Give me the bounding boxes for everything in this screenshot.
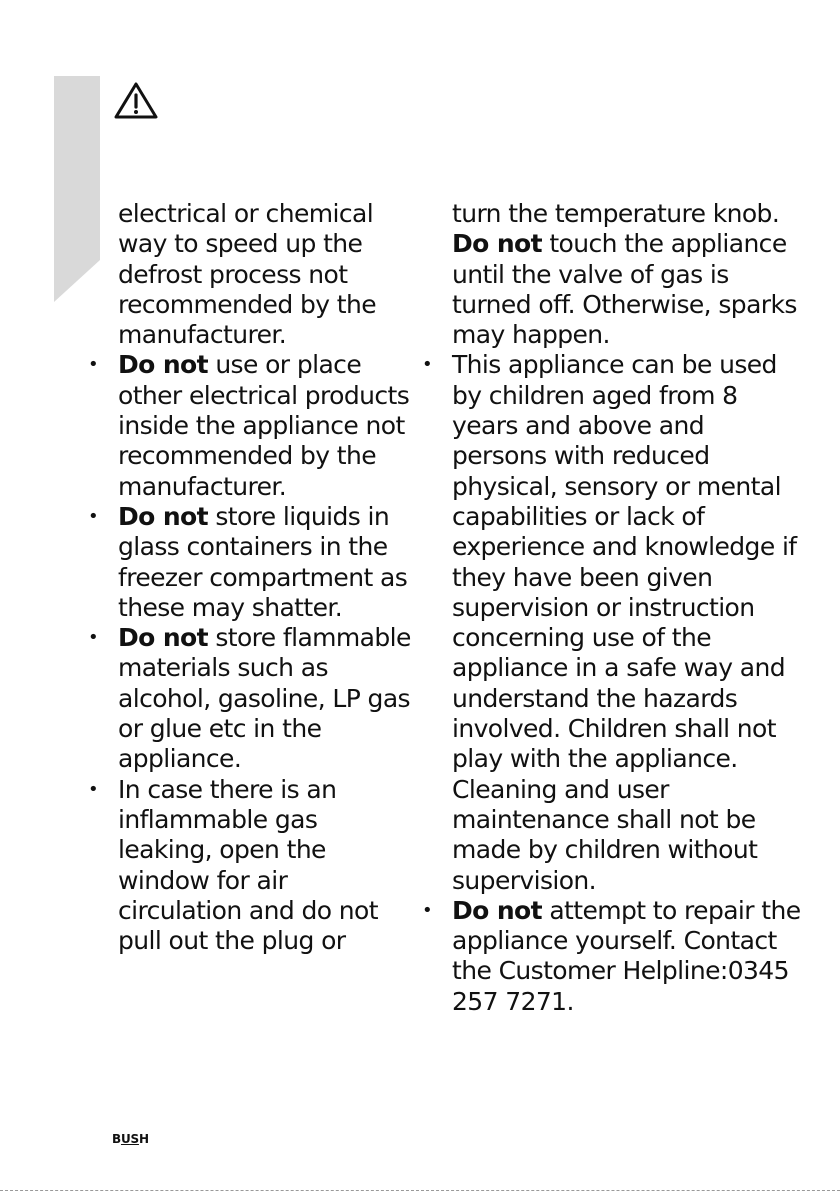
item-text: touch the appliance until the valve of gas is turned off. Otherwise, sparks may happen. [452,229,797,350]
item-text: use or place other electrical products inside the appliance not recommended by the manufacturer. [118,350,410,501]
brand-logo [112,1132,149,1146]
item-text: store liquids in glass containers in the freezer compartment as these may shatter. [118,501,408,622]
emphasis-text: Do not [118,350,208,380]
brand-logo-part: US [120,1132,139,1146]
list-item [452,350,804,895]
list-item [118,775,414,957]
item-text: This appliance can be used by children aged from 8 years and above and persons with reduced physical, sensory or mental capabilities or lack of experience and knowledge if they have been given supervision or instruction concerning use of the appliance in a safe way and understand the hazards involved. Children shall not play with the appliance. Cleaning and user maintenance shall not be made by children without supervision. [452,350,797,895]
item-text: In case there is an inflammable gas leaking, open the window for air circulation and do not pull out the plug or [118,774,378,956]
item-text: attempt to repair the appliance yourself. Contact the Customer Helpline:0345 257 7271. [452,895,801,1016]
right-column [452,199,804,1017]
list-item [118,502,414,623]
emphasis-text: Do not [118,501,208,531]
brand-logo-part: H [138,1132,149,1146]
emphasis-text: Do not [452,229,542,259]
list-item [118,350,414,501]
section-side-tab [54,76,100,302]
list-item-continued [452,199,804,350]
list-item [452,896,804,1017]
warning-triangle-icon [112,80,160,120]
left-column [118,199,414,956]
emphasis-text: Do not [118,623,208,653]
brand-logo-part: B [112,1132,121,1146]
page-crop-line [0,1190,840,1191]
emphasis-text: Do not [452,895,542,925]
item-text: store flammable materials such as alcohol, gasoline, LP gas or glue etc in the appliance. [118,623,411,774]
item-text: electrical or chemical way to speed up the defrost process not recommended by the manufacturer. [118,199,376,350]
list-item-continued [118,199,414,350]
item-text-before: turn the temperature knob. [452,199,780,228]
list-item [118,623,414,774]
